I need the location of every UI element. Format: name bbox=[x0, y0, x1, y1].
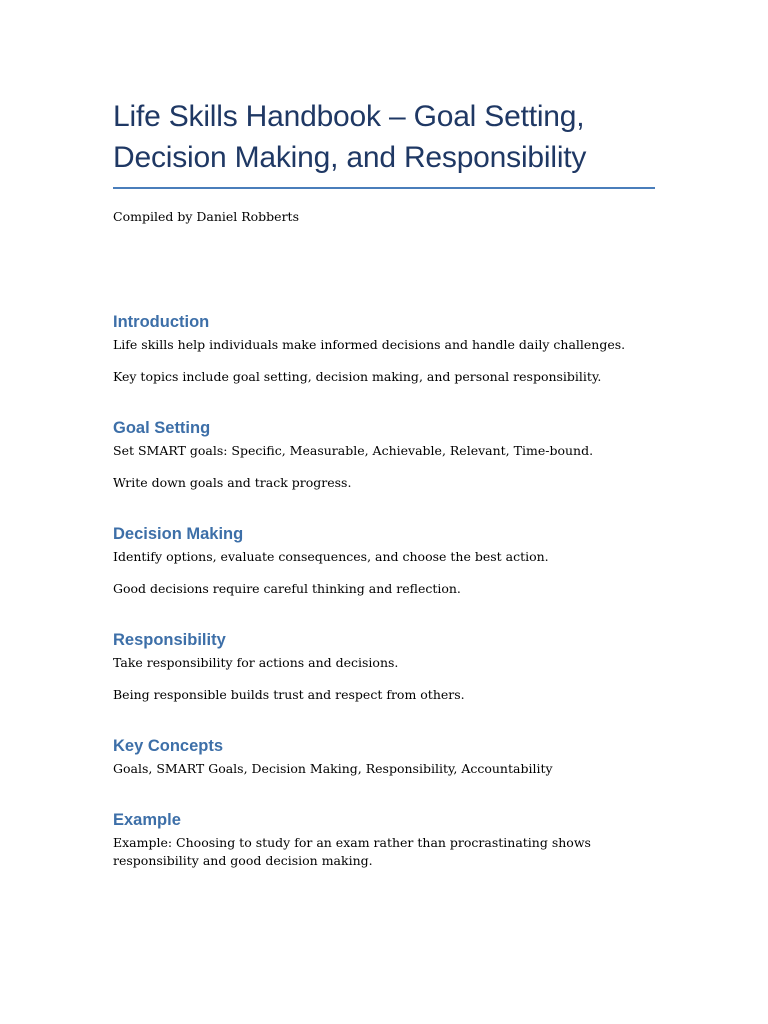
paragraph: Identify options, evaluate consequences, and choose the best action. bbox=[113, 549, 549, 564]
paragraph: Set SMART goals: Specific, Measurable, Achievable, Relevant, Time-bound. bbox=[113, 443, 594, 458]
section-heading-goal-setting: Goal Setting bbox=[113, 419, 211, 437]
section-responsibility bbox=[113, 629, 655, 704]
paragraph: Write down goals and track progress. bbox=[113, 475, 352, 490]
section-heading-example: Example bbox=[113, 811, 181, 829]
section-goal-setting bbox=[113, 417, 655, 492]
section-heading-responsibility: Responsibility bbox=[113, 631, 226, 649]
document-title: Life Skills Handbook – Goal Setting, Decision Making, and Responsibility bbox=[113, 100, 587, 174]
section-heading-key-concepts: Key Concepts bbox=[113, 737, 224, 755]
paragraph: Being responsible builds trust and respect from others. bbox=[113, 687, 465, 702]
paragraph: Good decisions require careful thinking and reflection. bbox=[113, 581, 461, 596]
section-introduction bbox=[113, 311, 655, 386]
section-key-concepts bbox=[113, 735, 655, 778]
section-decision-making bbox=[113, 523, 655, 598]
title-divider bbox=[113, 187, 655, 189]
section-heading-introduction: Introduction bbox=[113, 313, 210, 331]
paragraph: Key topics include goal setting, decision making, and personal responsibility. bbox=[113, 369, 602, 384]
section-heading-decision-making: Decision Making bbox=[113, 525, 244, 543]
paragraph: Example: Choosing to study for an exam rather than procrastinating shows responsibility and good decision making. bbox=[113, 835, 591, 868]
paragraph: Goals, SMART Goals, Decision Making, Responsibility, Accountability bbox=[113, 761, 553, 776]
paragraph: Take responsibility for actions and decisions. bbox=[113, 655, 399, 670]
section-example bbox=[113, 809, 655, 870]
byline: Compiled by Daniel Robberts bbox=[113, 209, 299, 224]
paragraph: Life skills help individuals make informed decisions and handle daily challenges. bbox=[113, 337, 626, 352]
document-page bbox=[113, 0, 655, 870]
